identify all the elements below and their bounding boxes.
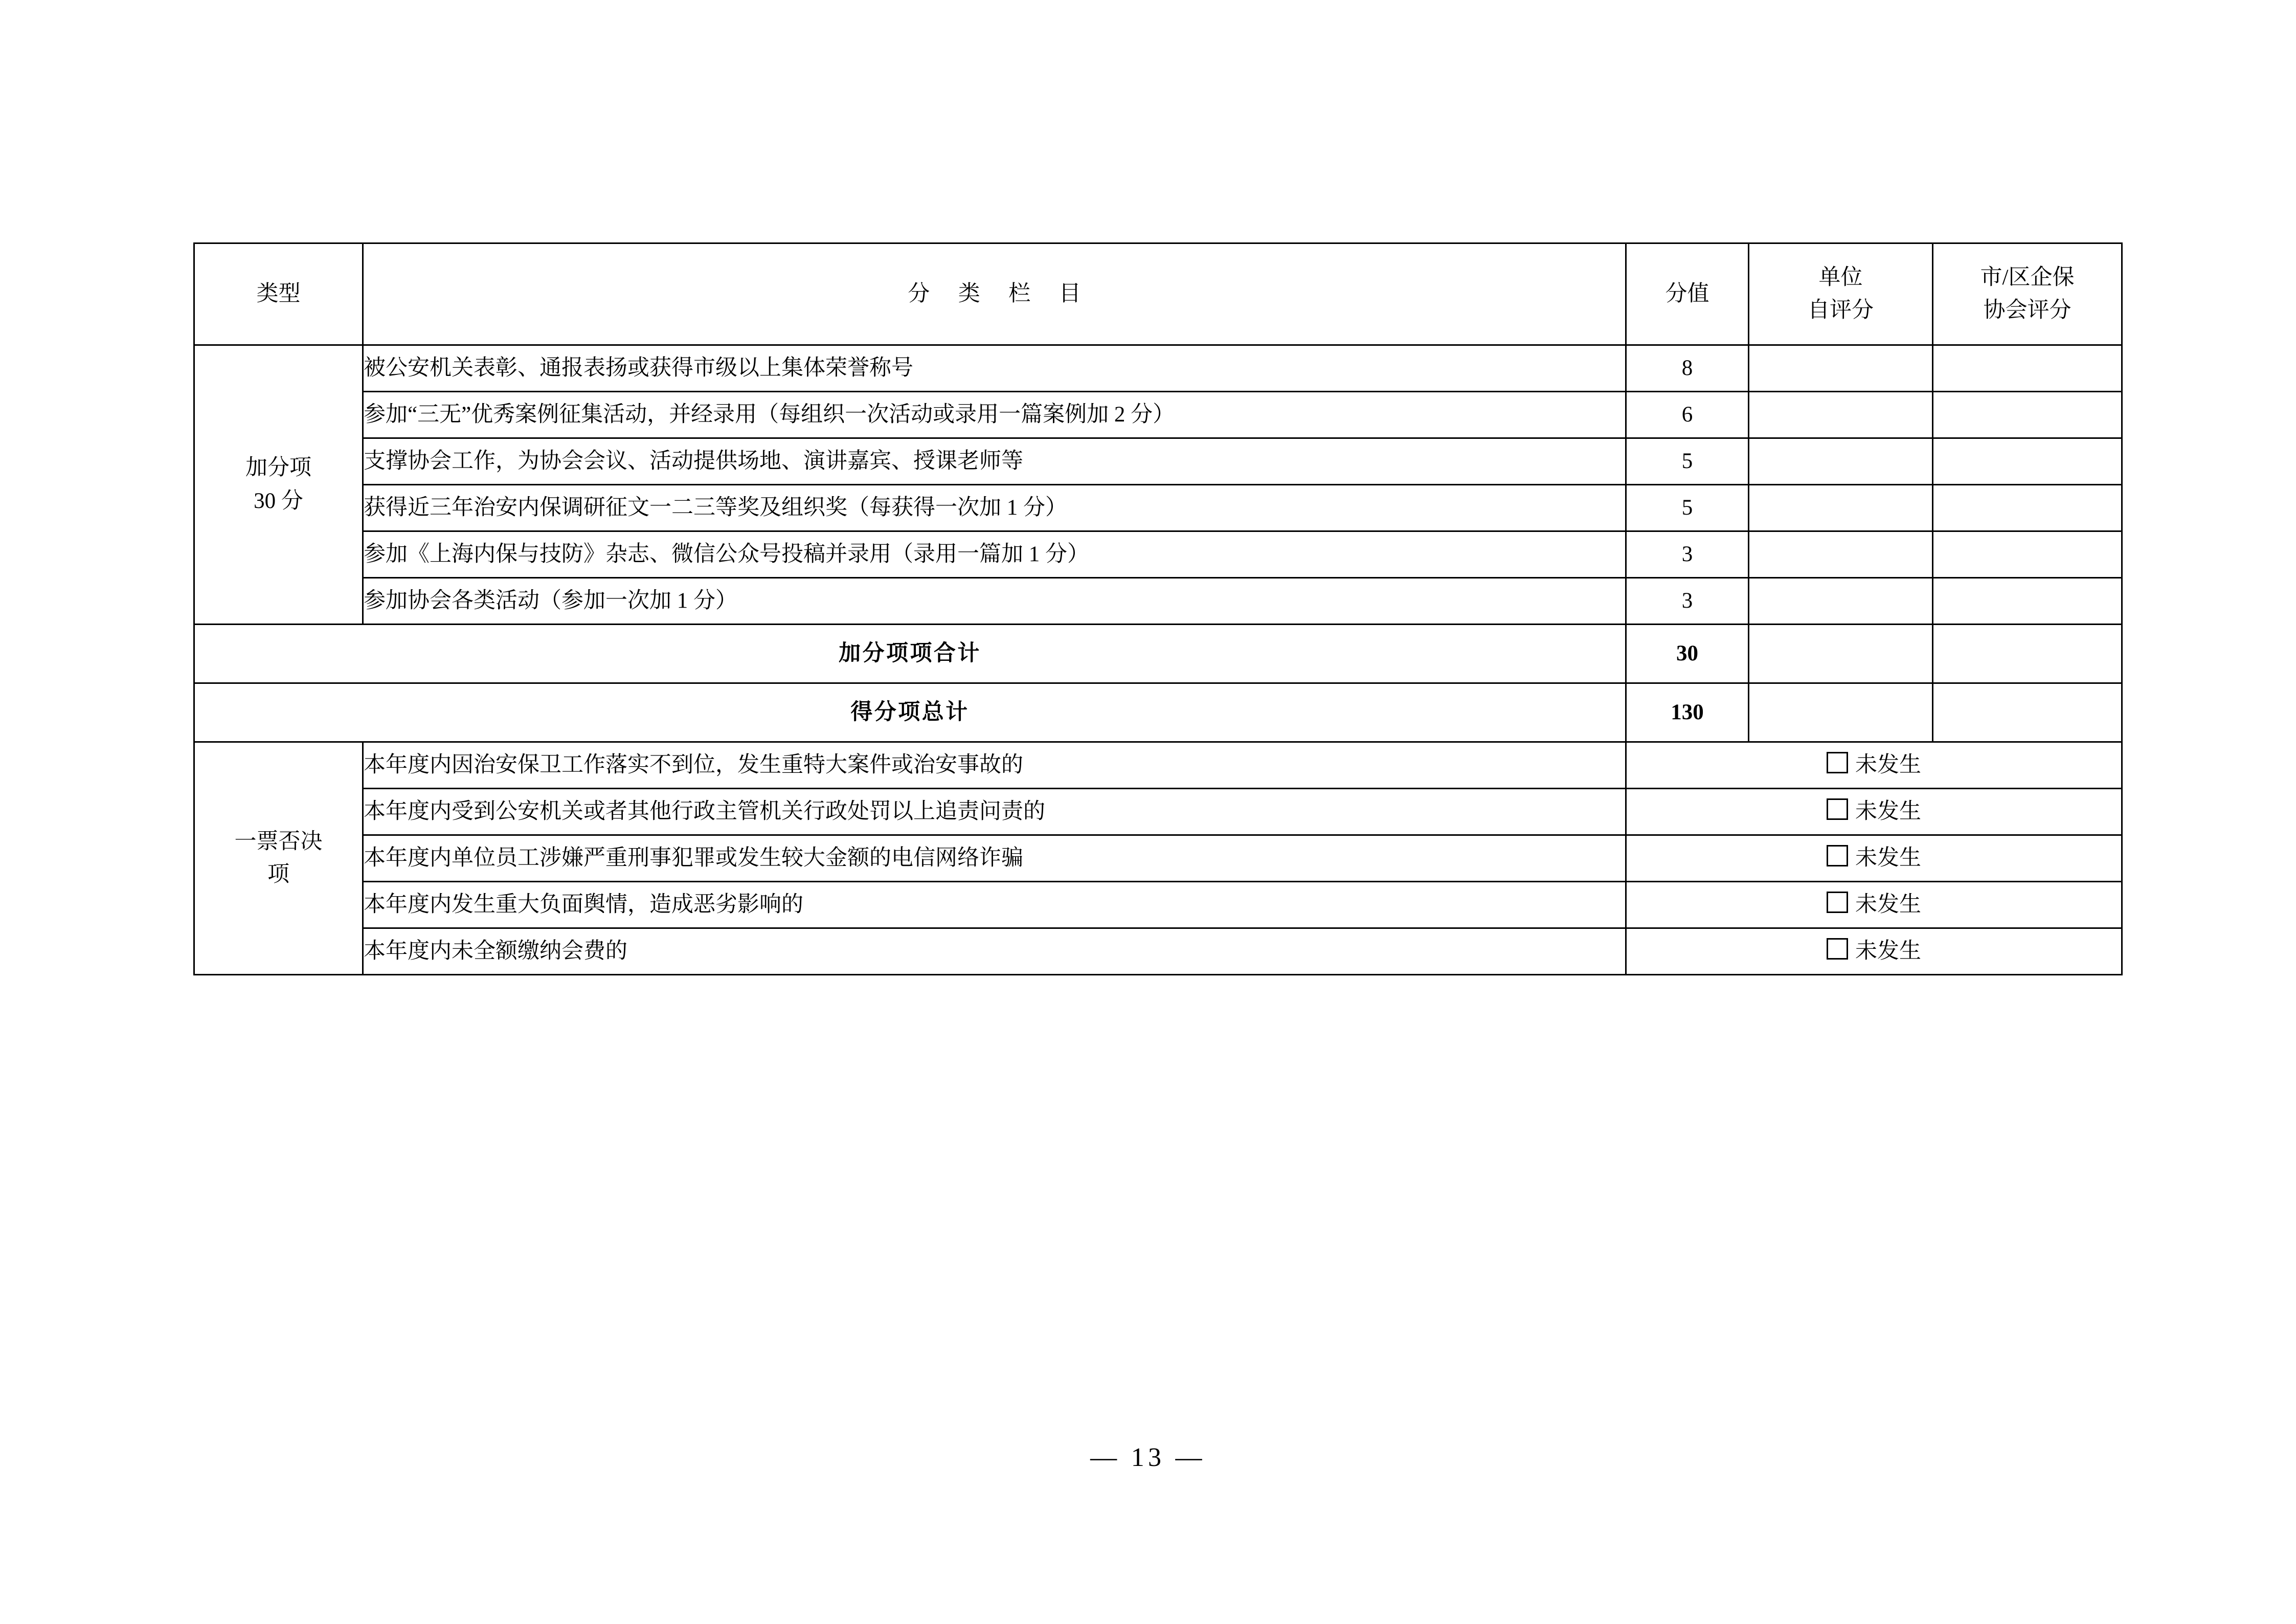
grand-total-association-score[interactable] — [1933, 683, 2122, 742]
bonus-subtotal-score: 30 — [1626, 625, 1749, 683]
table-row — [194, 485, 2122, 531]
page-number-footer: — 13 — — [1090, 1443, 1206, 1472]
bonus-item-text: 被公安机关表彰、通报表扬或获得市级以上集体荣誉称号 — [363, 345, 1626, 392]
veto-item-text: 本年度内因治安保卫工作落实不到位，发生重特大案件或治安事故的 — [363, 742, 1626, 789]
veto-item-text: 本年度内单位员工涉嫌严重刑事犯罪或发生较大金额的电信网络诈骗 — [363, 835, 1626, 882]
header-association-score-line2: 协会评分 — [1983, 298, 2072, 322]
bonus-subtotal-self-score[interactable] — [1749, 625, 1933, 683]
header-unit-self-score-line2: 自评分 — [1808, 298, 1874, 322]
bonus-item-text: 参加“三无”优秀案例征集活动，并经录用（每组织一次活动或录用一篇案例加 2 分） — [363, 392, 1626, 438]
checkbox-icon[interactable] — [1827, 845, 1848, 866]
bonus-item-score: 5 — [1626, 485, 1749, 531]
table-row — [194, 578, 2122, 625]
bonus-item-text: 支撑协会工作，为协会会议、活动提供场地、演讲嘉宾、授课老师等 — [363, 438, 1626, 485]
bonus-item-text: 参加协会各类活动（参加一次加 1 分） — [363, 578, 1626, 625]
bonus-item-text: 获得近三年治安内保调研征文一二三等奖及组织奖（每获得一次加 1 分） — [363, 485, 1626, 531]
table-row — [194, 835, 2122, 882]
bonus-item-association-score[interactable] — [1933, 438, 2122, 485]
assessment-table-container — [193, 242, 2121, 975]
bonus-item-score: 5 — [1626, 438, 1749, 485]
bonus-subtotal-association-score[interactable] — [1933, 625, 2122, 683]
checkbox-icon[interactable] — [1827, 938, 1848, 960]
checkbox-icon[interactable] — [1827, 752, 1848, 773]
bonus-type-label-line2: 30 分 — [254, 488, 303, 513]
bonus-item-self-score[interactable] — [1749, 485, 1933, 531]
header-score-value: 分值 — [1626, 243, 1749, 345]
veto-status-label: 未发生 — [1855, 799, 1921, 824]
veto-status-label: 未发生 — [1855, 752, 1921, 777]
grand-total-label: 得分项总计 — [194, 683, 1626, 742]
header-association-score — [1933, 243, 2122, 345]
header-category-column — [363, 243, 1626, 345]
checkbox-icon[interactable] — [1827, 798, 1848, 820]
bonus-type-label-line1: 加分项 — [245, 456, 311, 480]
checkbox-icon[interactable] — [1827, 892, 1848, 913]
veto-status-cell[interactable] — [1626, 835, 2122, 882]
veto-status-cell[interactable] — [1626, 928, 2122, 975]
assessment-table — [193, 242, 2123, 975]
header-association-score-line1: 市/区企保 — [1980, 265, 2075, 290]
veto-item-text: 本年度内受到公安机关或者其他行政主管机关行政处罚以上追责问责的 — [363, 789, 1626, 835]
header-type: 类型 — [194, 243, 363, 345]
bonus-item-text: 参加《上海内保与技防》杂志、微信公众号投稿并录用（录用一篇加 1 分） — [363, 531, 1626, 578]
table-row — [194, 742, 2122, 789]
table-header-row — [194, 243, 2122, 345]
bonus-item-score: 3 — [1626, 531, 1749, 578]
header-unit-self-score — [1749, 243, 1933, 345]
table-row — [194, 531, 2122, 578]
header-unit-self-score-line1: 单位 — [1818, 265, 1863, 290]
bonus-item-self-score[interactable] — [1749, 531, 1933, 578]
table-row-summary — [194, 625, 2122, 683]
bonus-item-self-score[interactable] — [1749, 345, 1933, 392]
bonus-subtotal-label: 加分项项合计 — [194, 625, 1626, 683]
table-row-summary — [194, 683, 2122, 742]
bonus-item-self-score[interactable] — [1749, 392, 1933, 438]
grand-total-self-score[interactable] — [1749, 683, 1933, 742]
veto-status-cell[interactable] — [1626, 789, 2122, 835]
bonus-section-type-label — [194, 345, 363, 625]
veto-type-label-line2: 项 — [267, 862, 289, 886]
veto-status-label: 未发生 — [1855, 892, 1921, 917]
veto-item-text: 本年度内未全额缴纳会费的 — [363, 928, 1626, 975]
bonus-item-score: 8 — [1626, 345, 1749, 392]
table-row — [194, 789, 2122, 835]
veto-status-cell[interactable] — [1626, 882, 2122, 928]
table-row — [194, 438, 2122, 485]
table-row — [194, 392, 2122, 438]
table-row — [194, 882, 2122, 928]
veto-status-label: 未发生 — [1855, 939, 1921, 963]
bonus-item-self-score[interactable] — [1749, 438, 1933, 485]
veto-status-cell[interactable] — [1626, 742, 2122, 789]
veto-status-label: 未发生 — [1855, 846, 1921, 870]
veto-item-text: 本年度内发生重大负面舆情，造成恶劣影响的 — [363, 882, 1626, 928]
grand-total-score: 130 — [1626, 683, 1749, 742]
veto-type-label-line1: 一票否决 — [234, 829, 323, 854]
bonus-item-association-score[interactable] — [1933, 345, 2122, 392]
bonus-item-score: 3 — [1626, 578, 1749, 625]
table-row — [194, 928, 2122, 975]
bonus-item-self-score[interactable] — [1749, 578, 1933, 625]
bonus-item-association-score[interactable] — [1933, 531, 2122, 578]
veto-section-type-label — [194, 742, 363, 975]
table-row — [194, 345, 2122, 392]
header-category-label: 分 类 栏 目 — [908, 281, 1093, 306]
bonus-item-association-score[interactable] — [1933, 578, 2122, 625]
bonus-item-association-score[interactable] — [1933, 485, 2122, 531]
bonus-item-association-score[interactable] — [1933, 392, 2122, 438]
bonus-item-score: 6 — [1626, 392, 1749, 438]
